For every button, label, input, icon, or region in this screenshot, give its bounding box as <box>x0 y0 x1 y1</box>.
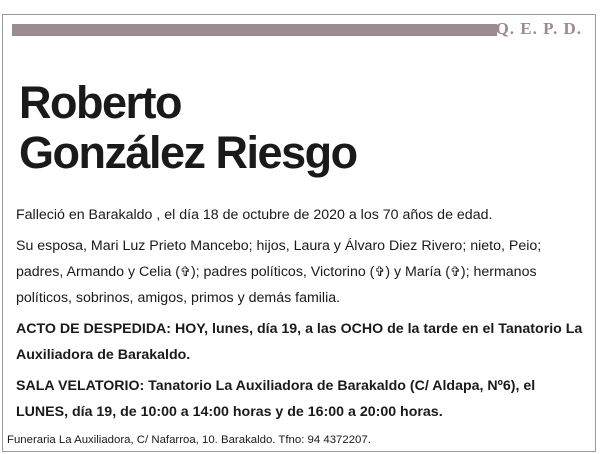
family-text-4: ); hermanos políticos, sobrinos, amigos, primos y demás familia. <box>16 264 537 306</box>
deceased-first-name: Roberto <box>19 77 181 128</box>
death-notice: Falleció en Barakaldo , el día 18 de octubre de 2020 a los 70 años de edad. <box>16 207 493 223</box>
cross-icon: ✞ <box>449 264 461 279</box>
family-text-3: ) y María ( <box>385 264 450 280</box>
wake-room: SALA VELATORIO: Tanatorio La Auxiliadora de Barakaldo (C/ Aldapa, Nº6), el LUNES, día 19, de 10:00 a 14:00 horas y de 16:00 a 20:00 horas. <box>16 378 536 420</box>
farewell-act: ACTO DE DESPEDIDA: HOY, lunes, día 19, a las OCHO de la tarde en el Tanatorio La Auxiliadora de Barakaldo. <box>16 321 583 363</box>
header-bar <box>12 24 497 36</box>
obituary-body <box>16 202 586 430</box>
deceased-name <box>19 78 357 178</box>
cross-icon: ✞ <box>374 264 386 279</box>
family-text-2: ); padres políticos, Victorino ( <box>190 264 375 280</box>
family-list <box>16 233 586 311</box>
deceased-surnames: González Riesgo <box>19 127 357 178</box>
family-text-1: Su esposa, Mari Luz Prieto Mancebo; hijos, Laura y Álvaro Diez Rivero; nieto, Peio; padres, Armando y Celia ( <box>16 238 542 280</box>
qepd-label: Q. E. P. D. <box>495 19 582 38</box>
cross-icon: ✞ <box>180 264 191 279</box>
funeral-home-footer: Funeraria La Auxiliadora, C/ Nafarroa, 10. Barakaldo. Tfno: 94 4372207. <box>7 434 371 446</box>
